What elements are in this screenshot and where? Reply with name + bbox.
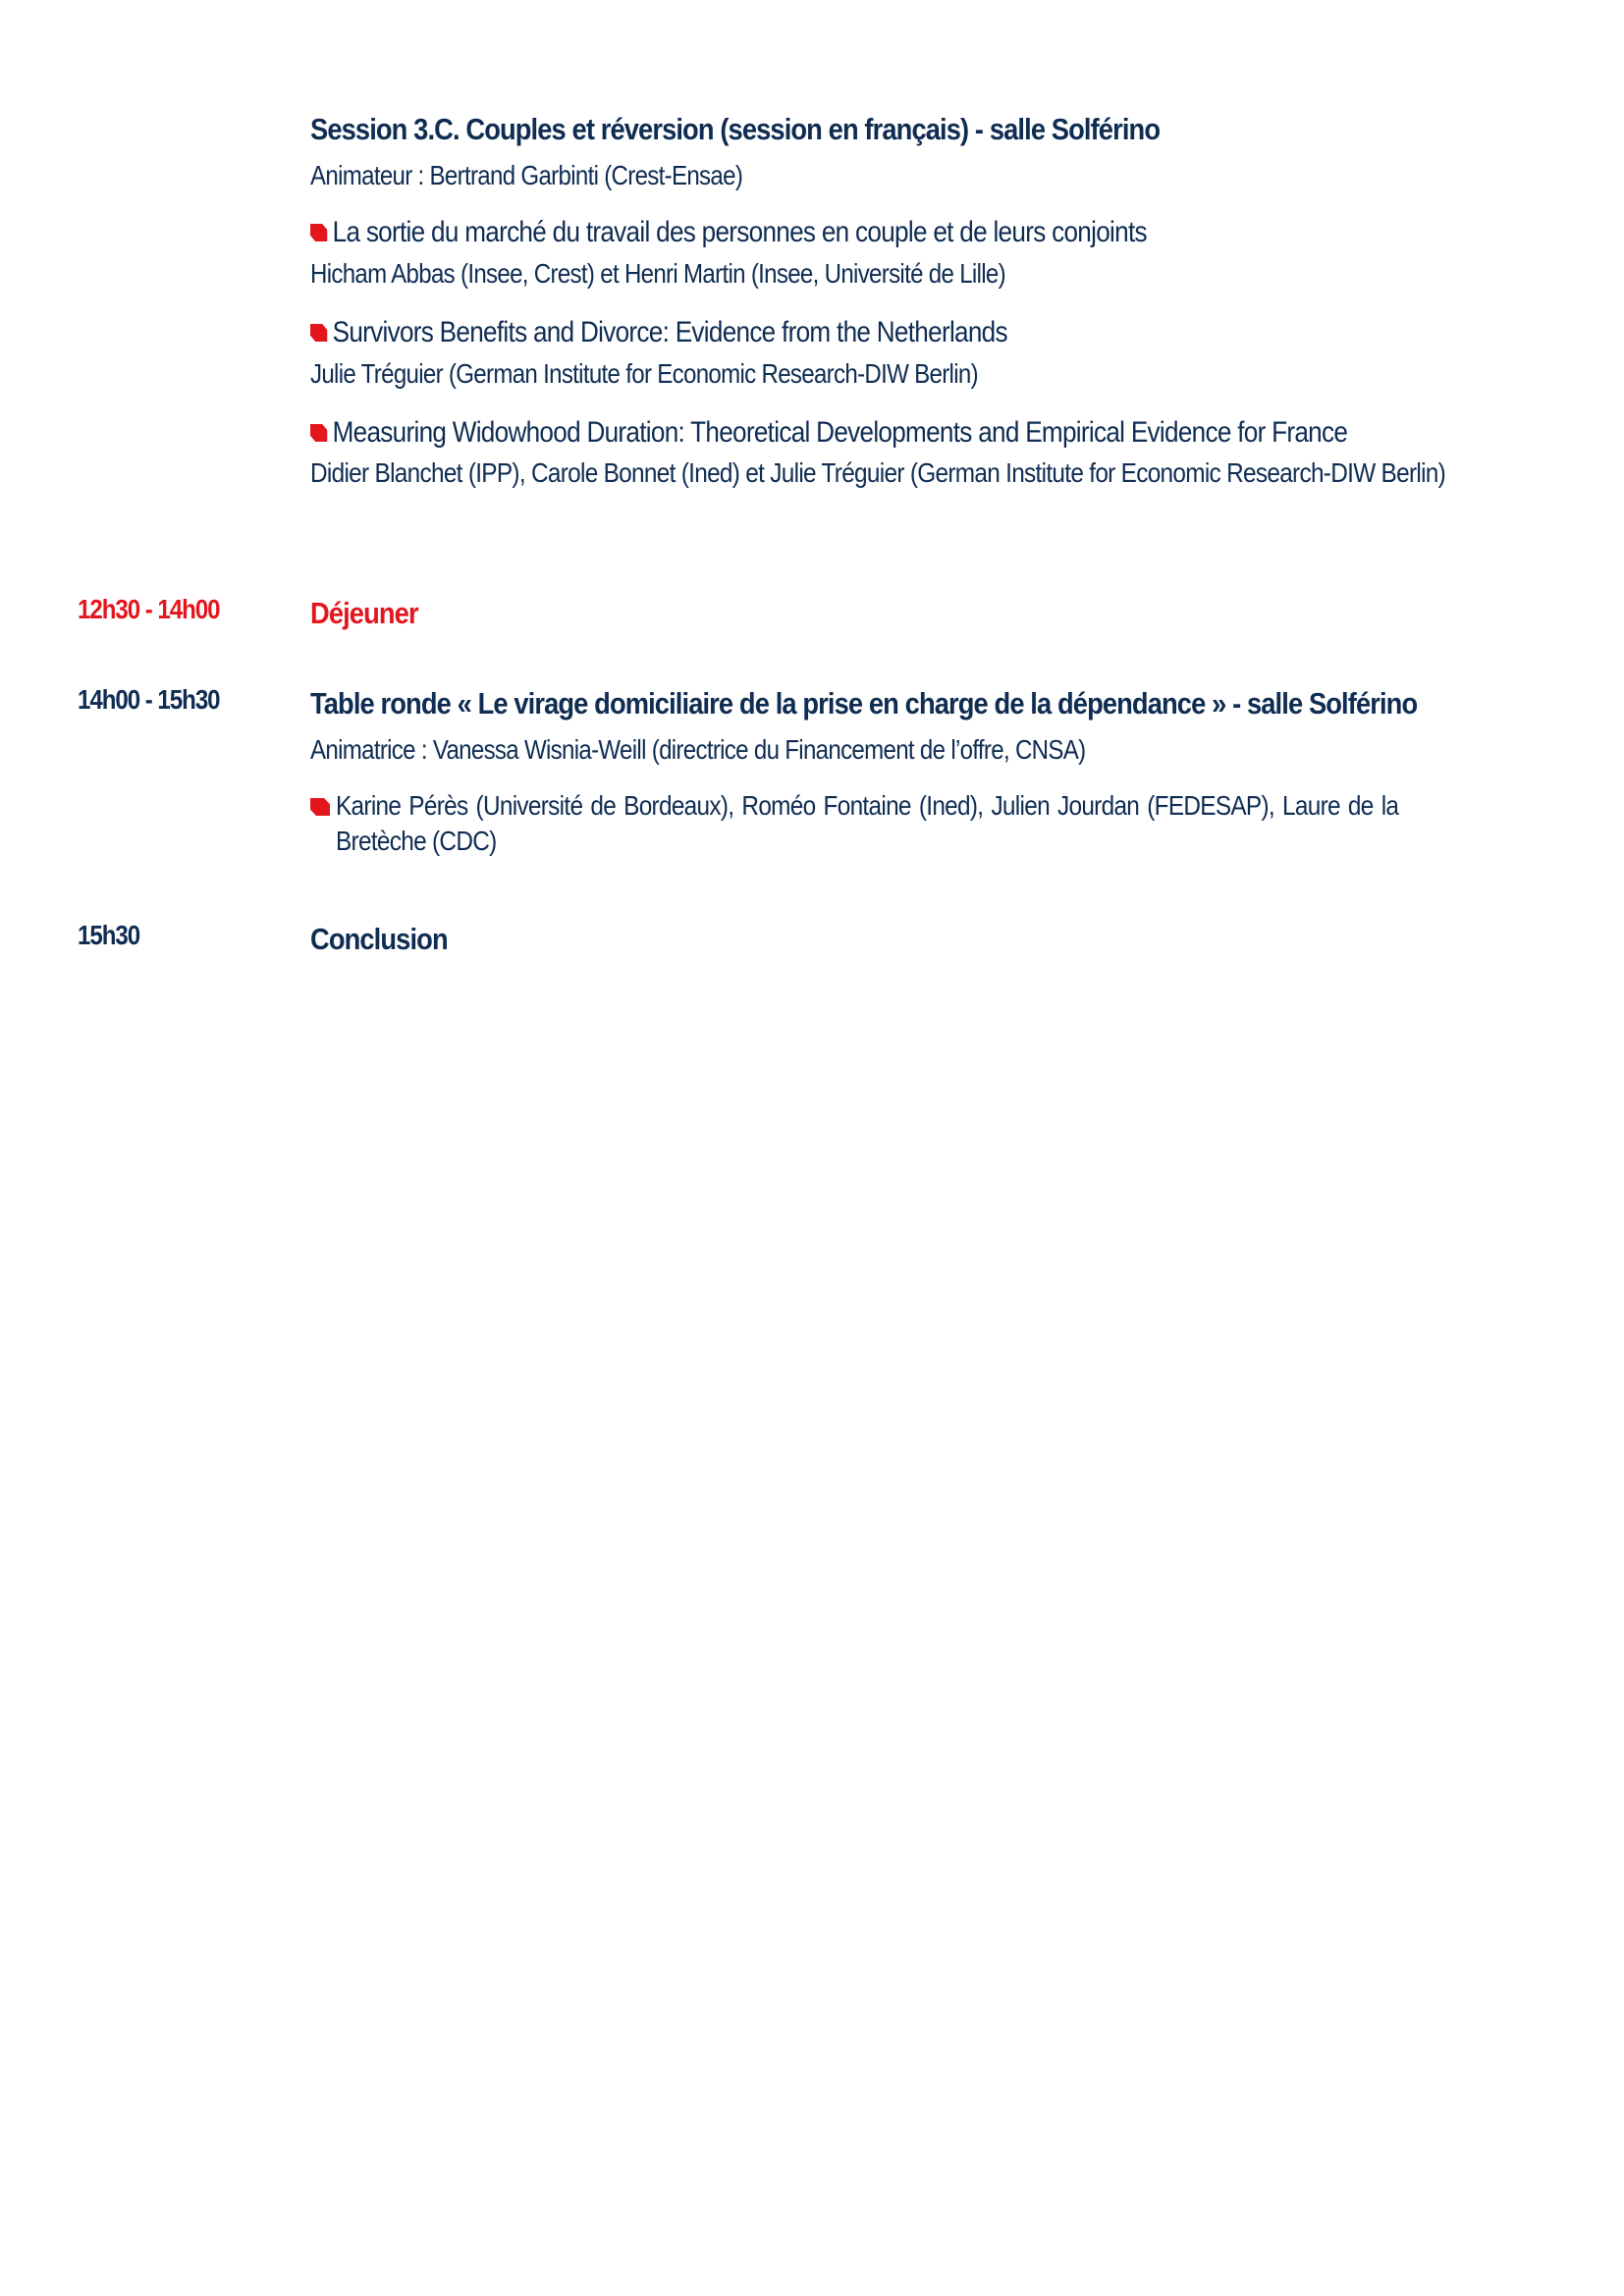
session-moderator: Animateur : Bertrand Garbinti (Crest-Ensae)	[310, 160, 743, 190]
talk-title: Survivors Benefits and Divorce: Evidence from the Netherlands	[332, 316, 1007, 348]
lunch-title: Déjeuner	[310, 596, 418, 630]
talk-title: La sortie du marché du travail des personnes en couple et de leurs conjoints	[332, 216, 1147, 248]
red-bullet-icon	[310, 324, 327, 342]
red-bullet-icon	[310, 798, 330, 816]
conclusion-title: Conclusion	[310, 922, 448, 956]
round-table-title: Table ronde « Le virage domiciliaire de la prise en charge de la dépendance » - salle Solférino	[310, 686, 1418, 721]
conclusion-time: 15h30	[78, 920, 140, 950]
talk-title: Measuring Widowhood Duration: Theoretical Developments and Empirical Evidence for France	[332, 416, 1348, 449]
talk-item	[310, 214, 1557, 293]
talk-item	[310, 314, 1557, 393]
talk-authors: Julie Tréguier (German Institute for Economic Research-DIW Berlin)	[310, 358, 978, 389]
round-table-moderator: Animatrice : Vanessa Wisnia-Weill (directrice du Financement de l’offre, CNSA)	[310, 734, 1086, 765]
participants-item	[310, 788, 1557, 859]
session-title: Session 3.C. Couples et réversion (session en français) - salle Solférino	[310, 112, 1161, 146]
lunch-time: 12h30 - 14h00	[78, 594, 220, 624]
round-table-time: 14h00 - 15h30	[78, 684, 220, 715]
red-bullet-icon	[310, 224, 327, 241]
talk-authors: Hicham Abbas (Insee, Crest) et Henri Martin (Insee, Université de Lille)	[310, 258, 1005, 289]
talk-item	[310, 414, 1557, 491]
round-table-participants: Karine Pérès (Université de Bordeaux), Roméo Fontaine (Ined), Julien Jourdan (FEDESAP), Laure de la Bretèche (CDC)	[336, 790, 1399, 856]
red-bullet-icon	[310, 424, 327, 442]
talk-authors: Didier Blanchet (IPP), Carole Bonnet (Ined) et Julie Tréguier (German Institute for Economic Research-DIW Berlin)	[310, 457, 1446, 488]
